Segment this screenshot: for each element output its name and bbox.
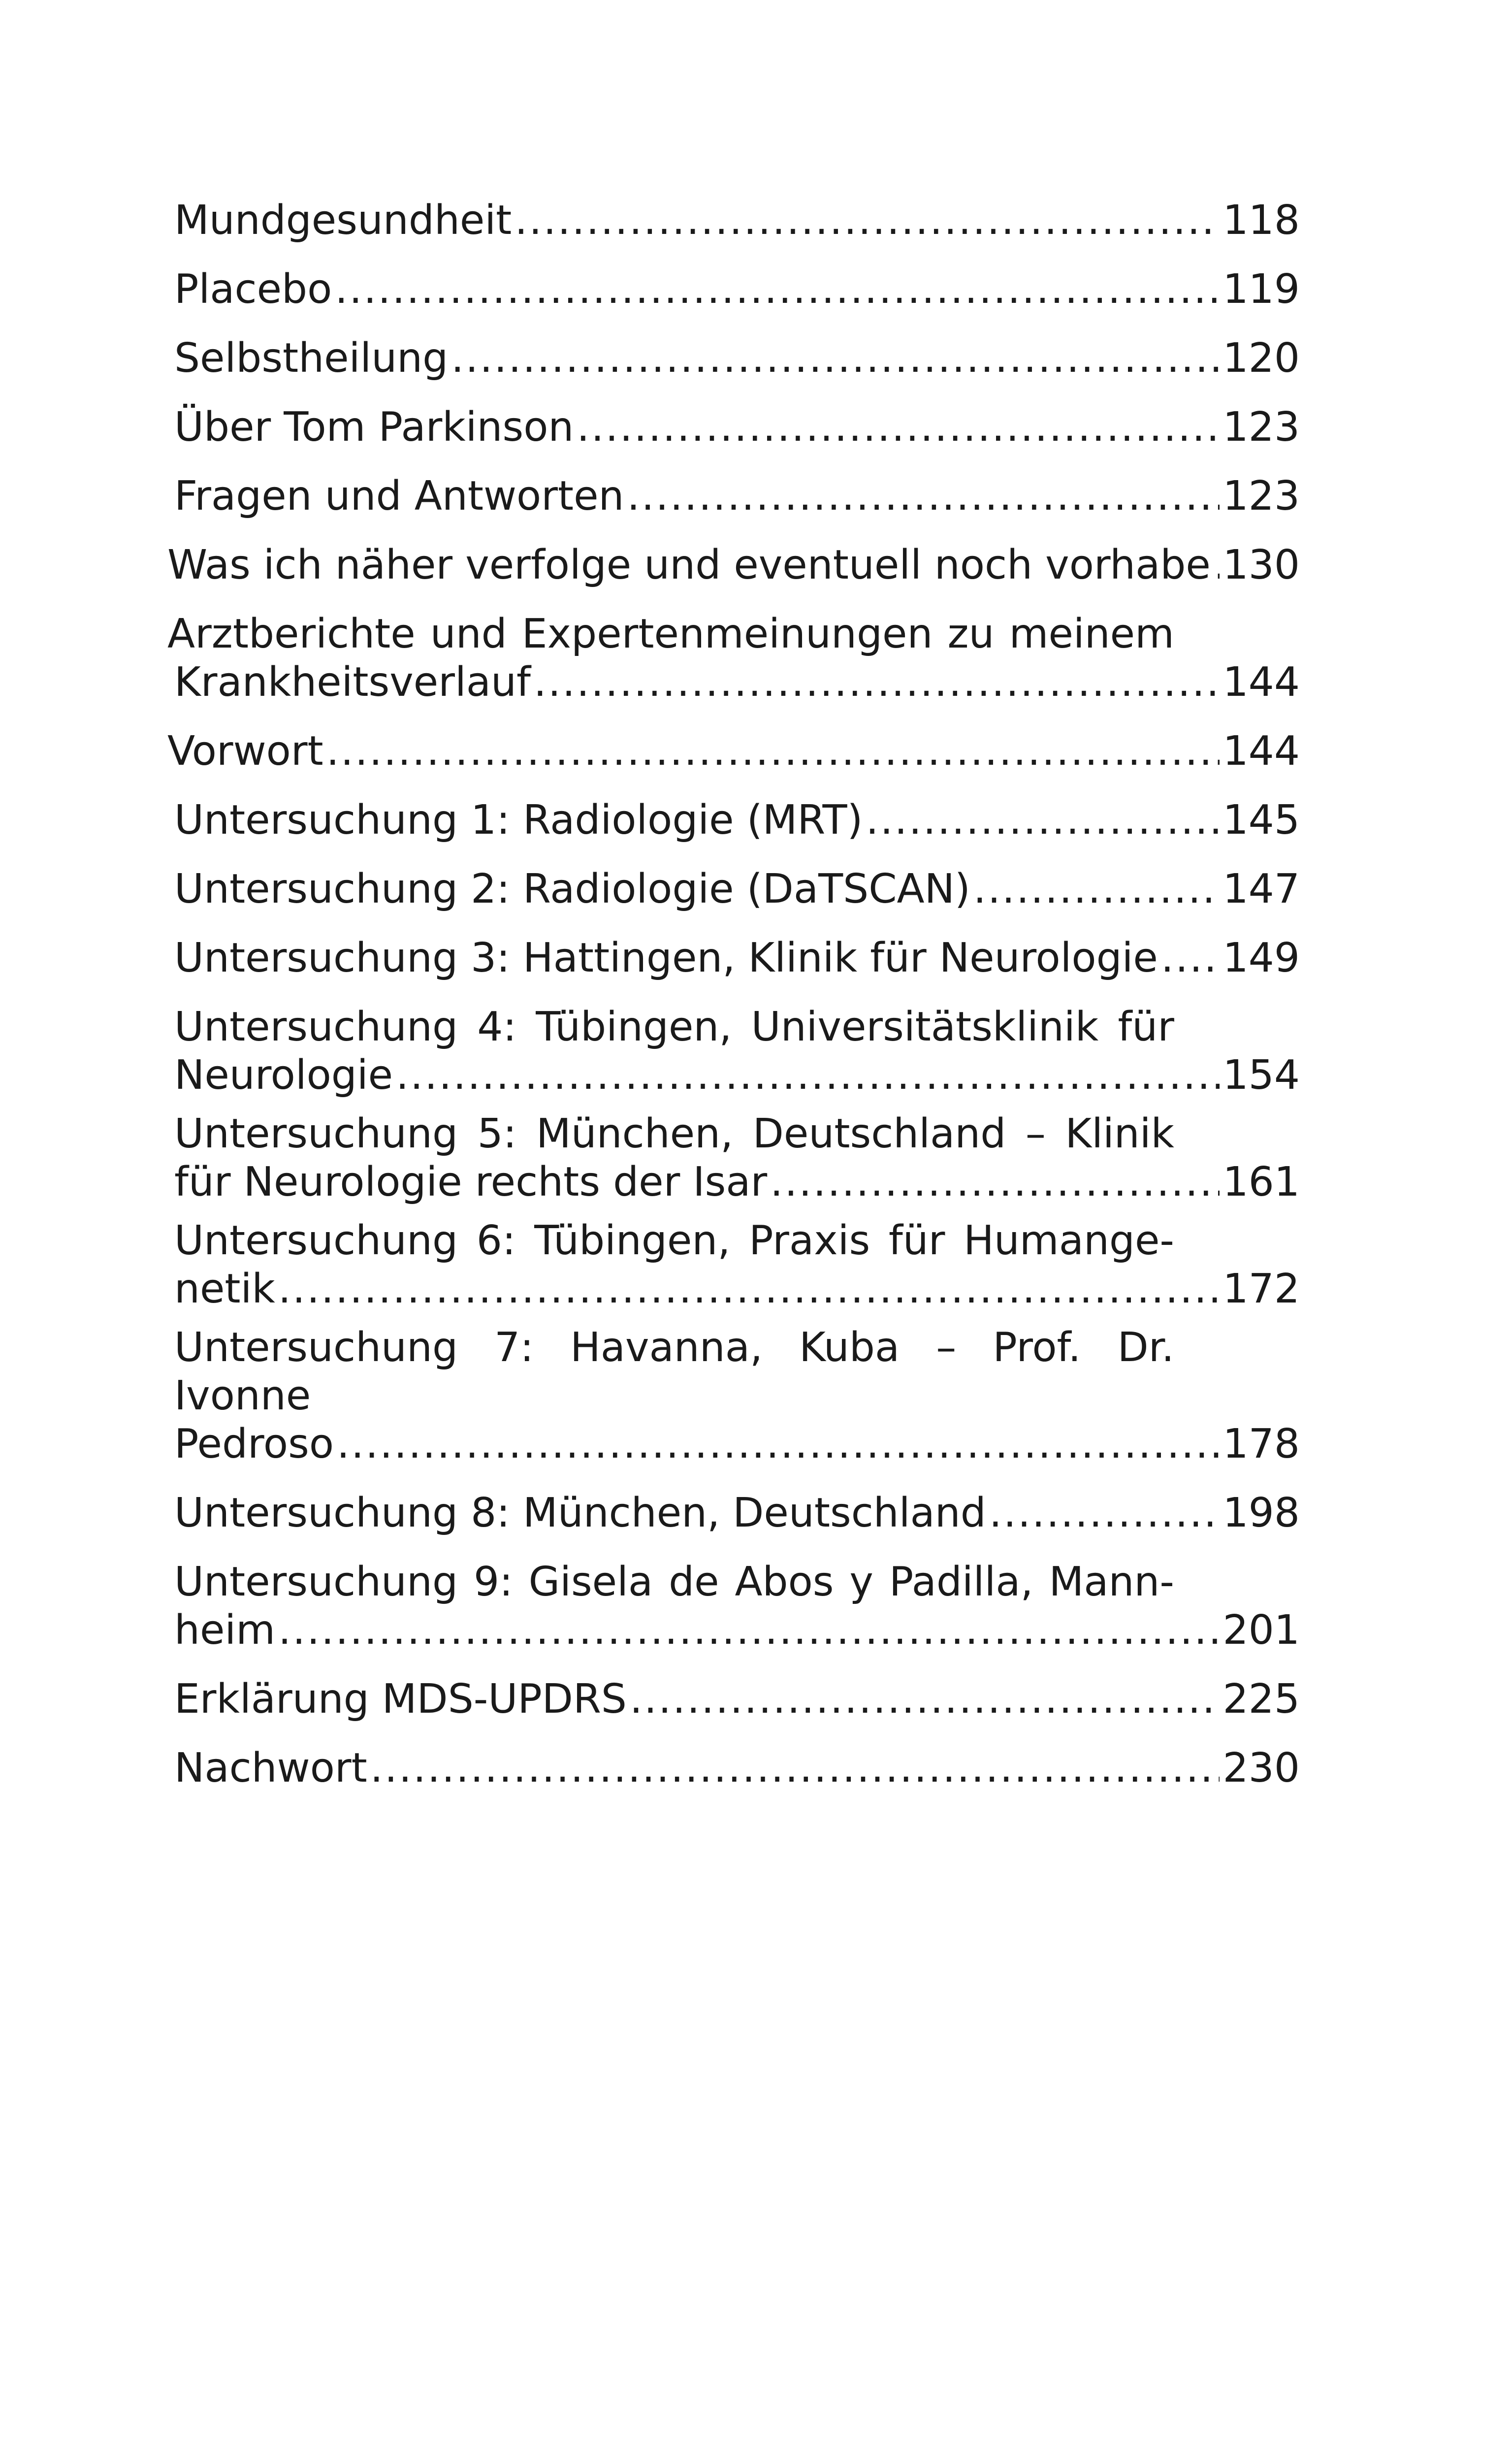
toc-entry-page: 120 [1222, 335, 1300, 382]
toc-entry-page: 145 [1222, 797, 1300, 844]
toc-entry-page: 178 [1222, 1421, 1300, 1467]
leader-dots [1161, 924, 1220, 993]
toc-entry-title-line2: Krankheitsverlauf [174, 659, 531, 706]
leader-dots [770, 1158, 1220, 1206]
toc-entry-title: Untersuchung 2: Radiologie (DaTSCAN) [174, 866, 970, 912]
toc-entry [167, 1734, 1300, 1803]
toc-entry-page: 123 [1222, 404, 1300, 451]
toc-entry-title: Untersuchung 1: Radiologie (MRT) [174, 797, 863, 844]
toc-entry-page: 172 [1222, 1266, 1300, 1312]
leader-dots [278, 1265, 1220, 1313]
toc-entry-title-line2: netik [174, 1266, 275, 1312]
toc-entry [167, 717, 1300, 786]
toc-entry-title: Selbstheilung [174, 335, 449, 382]
table-of-contents [167, 186, 1300, 1803]
toc-entry [167, 324, 1300, 393]
toc-entry-title: Mundgesundheit [174, 197, 512, 244]
leader-dots [515, 186, 1220, 255]
toc-entry-title: Fragen und Antworten [174, 473, 624, 520]
leader-dots [396, 1051, 1220, 1100]
toc-entry-title-line1: Untersuchung 5: München, Deutschland – Klinik [174, 1110, 1174, 1157]
toc-entry-title-line1: Arztberichte und Expertenmeinungen zu meinem [167, 611, 1174, 657]
toc-entry-title: Untersuchung 3: Hattingen, Klinik für Neurologie [174, 935, 1158, 981]
toc-entry-page: 230 [1222, 1745, 1300, 1792]
toc-entry-page: 118 [1222, 197, 1300, 244]
toc-entry-title: Erklärung MDS-UPDRS [174, 1676, 627, 1723]
leader-dots [627, 462, 1220, 531]
toc-entry-title: Nachwort [174, 1745, 367, 1792]
toc-entry [167, 462, 1300, 531]
toc-entry [167, 186, 1300, 255]
leader-dots [370, 1734, 1220, 1803]
leader-dots [577, 393, 1220, 462]
toc-entry-page: 161 [1222, 1159, 1300, 1205]
toc-entry-page: 198 [1222, 1490, 1300, 1536]
leader-dots [451, 324, 1220, 393]
toc-entry-title-line2: heim [174, 1607, 276, 1654]
leader-dots [278, 1606, 1220, 1655]
toc-entry-title: Über Tom Parkinson [174, 404, 574, 451]
toc-entry-title-line2: Neurologie [174, 1052, 393, 1099]
leader-dots [866, 786, 1220, 855]
toc-entry-page: 147 [1222, 866, 1300, 912]
toc-entry-title: Untersuchung 8: München, Deutschland [174, 1490, 986, 1536]
toc-entry [167, 1479, 1300, 1548]
toc-entry-page: 225 [1222, 1676, 1300, 1723]
toc-entry-title-line1: Untersuchung 9: Gisela de Abos y Padilla, Mann- [174, 1559, 1174, 1605]
toc-entry-title-line1: Untersuchung 4: Tübingen, Universitätsklinik für [174, 1004, 1174, 1050]
toc-entry-title-line2: für Neurologie rechts der Isar [174, 1159, 768, 1205]
toc-entry [167, 924, 1300, 993]
toc-entry-title: Vorwort [167, 728, 323, 775]
toc-entry [167, 255, 1300, 324]
leader-dots [973, 855, 1220, 924]
toc-entry [167, 1558, 1300, 1655]
leader-dots [989, 1479, 1220, 1548]
leader-dots [326, 717, 1220, 786]
toc-entry [167, 610, 1300, 707]
leader-dots [1214, 531, 1220, 600]
leader-dots [337, 1420, 1220, 1468]
toc-entry [167, 1217, 1300, 1313]
leader-dots [630, 1665, 1220, 1734]
toc-entry [167, 1110, 1300, 1206]
toc-entry-title-line2: Pedroso [174, 1421, 334, 1467]
toc-entry [167, 393, 1300, 462]
toc-entry [167, 1324, 1300, 1468]
toc-entry-page: 130 [1222, 542, 1300, 588]
toc-entry-title-line1: Untersuchung 7: Havanna, Kuba – Prof. Dr. Ivonne [174, 1324, 1174, 1419]
toc-entry [167, 786, 1300, 855]
toc-entry [167, 1003, 1300, 1100]
toc-entry [167, 531, 1300, 600]
toc-entry-page: 119 [1222, 266, 1300, 313]
toc-entry [167, 855, 1300, 924]
toc-entry-page: 144 [1222, 659, 1300, 706]
toc-entry-title: Was ich näher verfolge und eventuell noch vorhabe [167, 542, 1211, 588]
toc-entry-title-line1: Untersuchung 6: Tübingen, Praxis für Humange- [174, 1217, 1174, 1264]
toc-entry [167, 1665, 1300, 1734]
toc-entry-page: 123 [1222, 473, 1300, 520]
toc-entry-page: 144 [1222, 728, 1300, 775]
toc-entry-page: 149 [1222, 935, 1300, 981]
leader-dots [534, 658, 1220, 707]
toc-entry-page: 201 [1222, 1607, 1300, 1654]
leader-dots [335, 255, 1220, 324]
toc-entry-page: 154 [1222, 1052, 1300, 1099]
toc-entry-title: Placebo [174, 266, 332, 313]
